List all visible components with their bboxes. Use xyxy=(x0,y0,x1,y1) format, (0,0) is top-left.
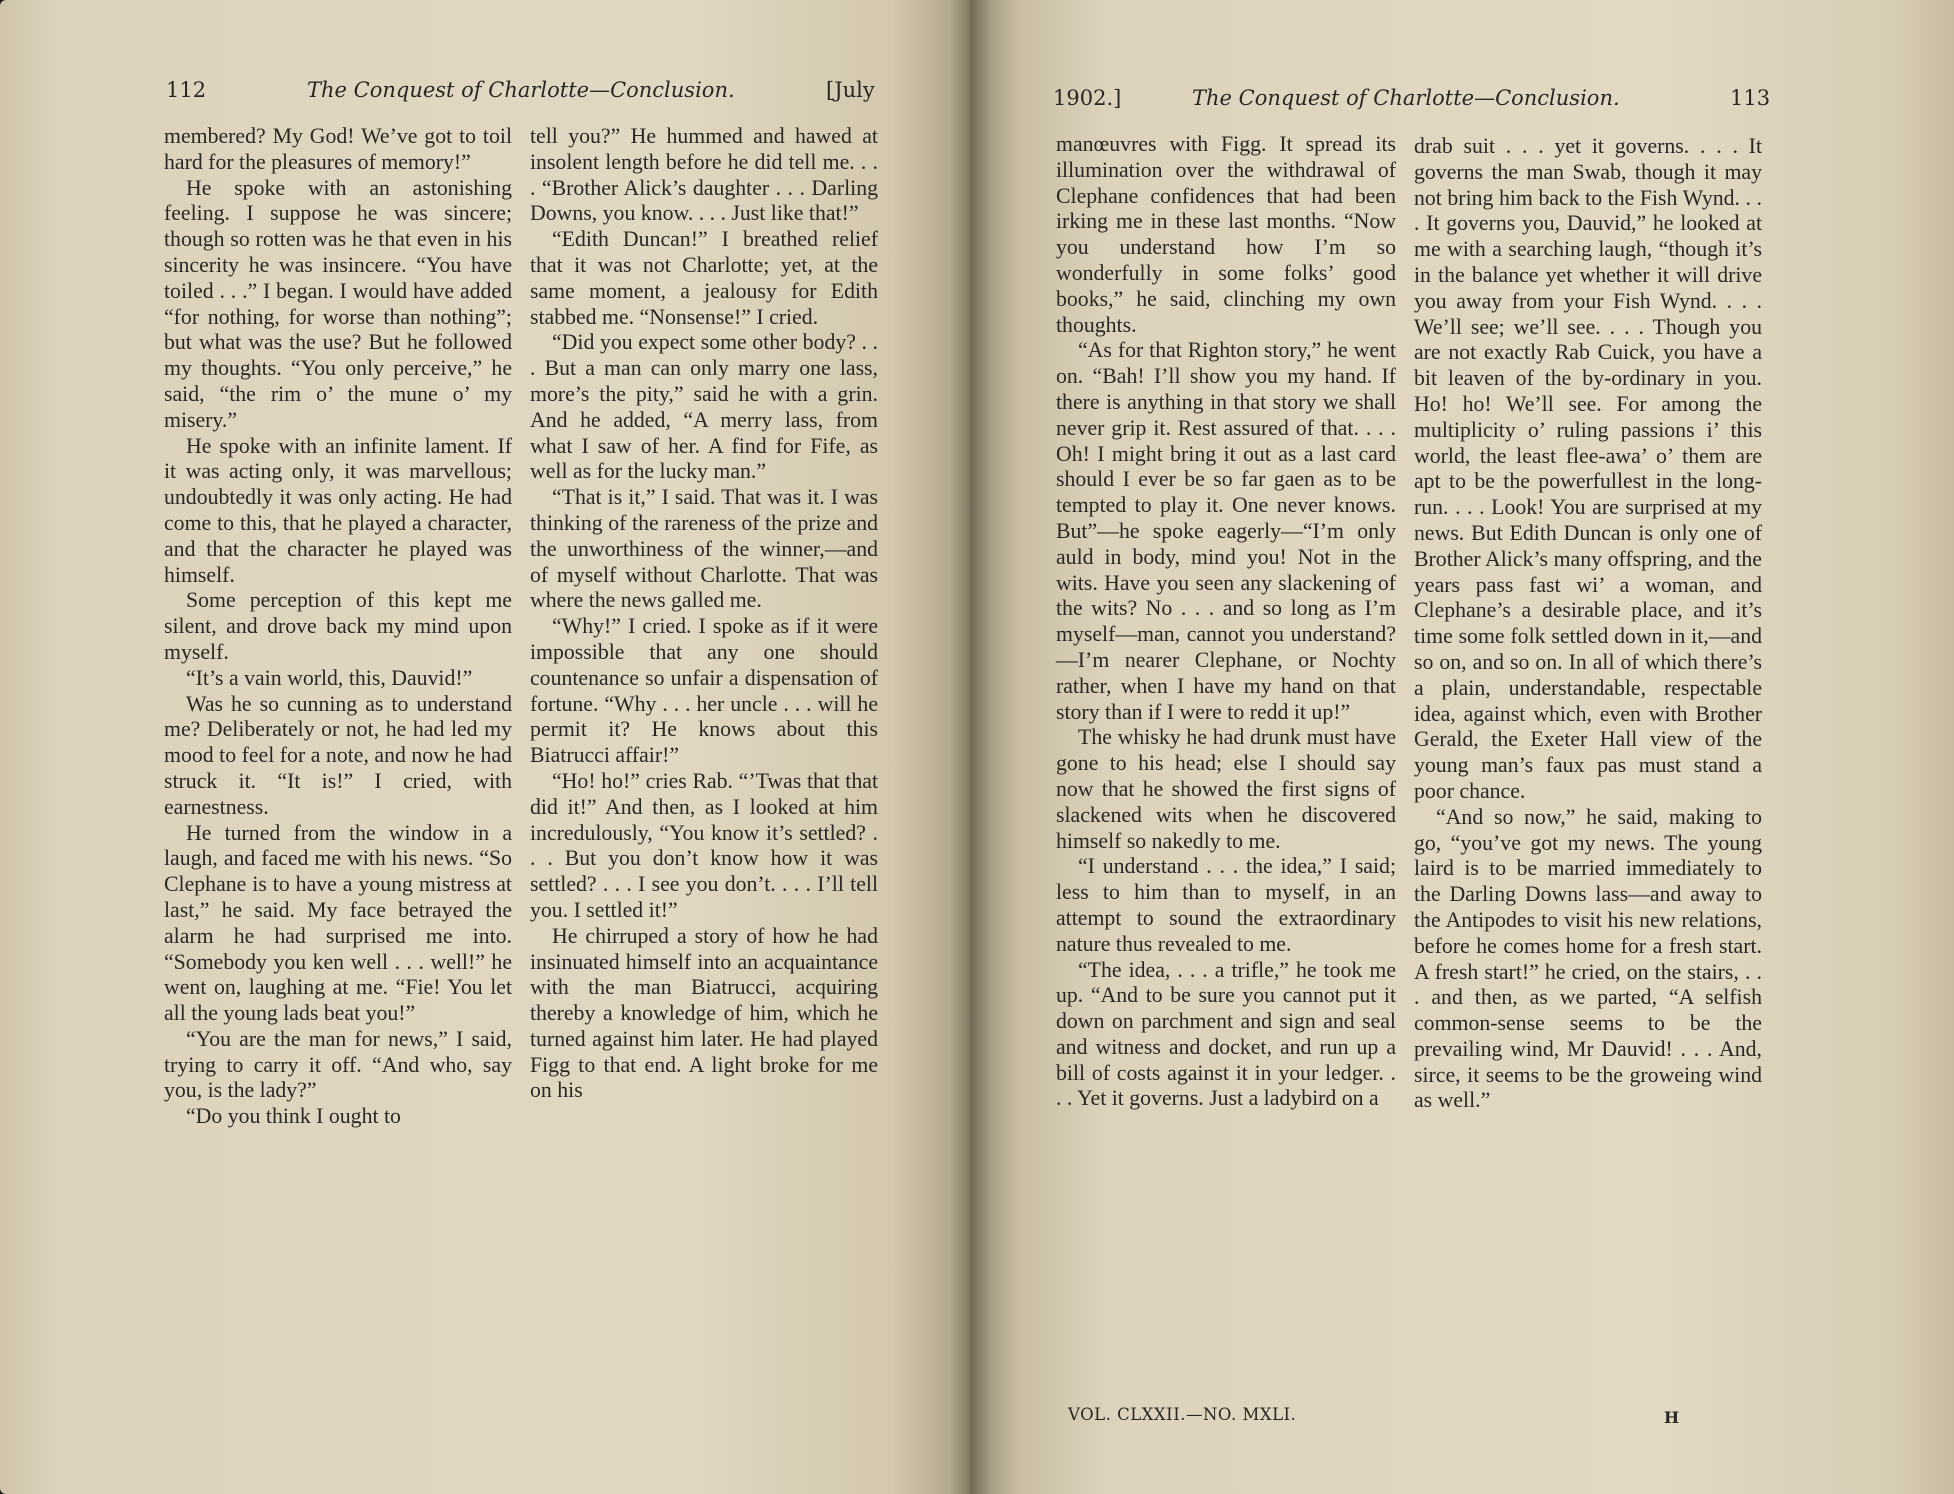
right-running-head xyxy=(970,86,1954,116)
left-page xyxy=(0,0,970,1494)
paragraph: “Ho! ho!” cries Rab. “’Twas that that did it!” And then, as I looked at him incredulously, “You know it’s settled? . . . But you don’t know how it was settled? . . . I see you don’t. . . . I’ll tell you. I settled it!” xyxy=(530,768,878,922)
paragraph: He spoke with an astonishing feeling. I suppose he was sincere; though so rotten was he that even in his sincerity he was insincere. “You have toiled . . .” I began. I would have added “for nothing, for worse than nothing”; but what was the use? But he followed my thoughts. “You only perceive,” he said, “the rim o’ the mune o’ my misery.” xyxy=(164,175,512,432)
paragraph: membered? My God! We’ve got to toil hard for the pleasures of memory!” xyxy=(164,124,512,174)
left-running-month: [July xyxy=(826,78,875,102)
paragraph: “Did you expect some other body? . . . But a man can only marry one lass, more’s the pity,” said he with a grin. And he added, “A merry lass, from what I saw of her. A find for Fife, as well as for the lucky man.” xyxy=(530,330,878,484)
left-running-head xyxy=(0,78,970,108)
paragraph: He spoke with an infinite lament. If it was acting only, it was marvellous; undoubtedly it was only acting. He had come to this, that he played a character, and that the character he played was himself. xyxy=(164,433,512,587)
right-page xyxy=(970,0,1954,1494)
left-page-column-1 xyxy=(164,124,512,1130)
paragraph: “And so now,” he said, making to go, “you’ve got my news. The young laird is to be married immediately to the Darling Downs lass—and away to the Antipodes to visit his new relations, before he comes home for a fresh start. A fresh start!” he cried, on the stairs, . . . and then, as we parted, “A selfish common-sense seems to be the prevailing wind, Mr Dauvid! . . . And, sirce, it seems to be the groweing wind as well.” xyxy=(1414,804,1762,1113)
left-page-column-2 xyxy=(530,124,878,1104)
paragraph: He chirruped a story of how he had insinuated himself into an acquaintance with the man Biatrucci, acquiring thereby a knowledge of him, which he turned against him later. He had played Figg to that end. A light broke for me on his xyxy=(530,923,878,1103)
paragraph: manœuvres with Figg. It spread its illumination over the withdrawal of Clephane confidences that had been irking me in these last months. “Now you understand how I’m so wonderfully in some folks’ good books,” he said, clinching my own thoughts. xyxy=(1056,132,1396,337)
paragraph: The whisky he had drunk must have gone to his head; else I should say now that he showed the first signs of slackened wits when he discovered himself so nakedly to me. xyxy=(1056,725,1396,853)
paragraph: “I understand . . . the idea,” I said; less to him than to myself, in an attempt to sound the extraordinary nature thus revealed to me. xyxy=(1056,854,1396,956)
left-running-title: The Conquest of Charlotte—Conclusion. xyxy=(307,78,735,102)
left-page-number: 112 xyxy=(166,78,207,102)
paragraph: drab suit . . . yet it governs. . . . It governs the man Swab, though it may not bring him back to the Fish Wynd. . . . It governs you, Dauvid,” he looked at me with a searching laugh, “though it’s in the balance yet whether it will drive you away from your Fish Wynd. . . . We’ll see; we’ll see. . . . Though you are not exactly Rab Cuick, you have a bit leaven of the by-ordinary in you. Ho! ho! We’ll see. For among the multiplicity o’ ruling passions i’ this world, the least flee-awa’ o’ them are apt to be the powerfullest in the long-run. . . . Look! You are surprised at my news. But Edith Duncan is only one of Brother Alick’s many offspring, and the years pass fast wi’ a woman, and Clephane’s a desirable place, and it’s time some folk settled down in it,—and so on, and so on. In all of which there’s a plain, understandable, respectable idea, against which, even with Brother Gerald, the Exeter Hall view of the young man’s faux pas must stand a poor chance. xyxy=(1414,134,1762,803)
right-page-column-2 xyxy=(1414,134,1762,1114)
right-page-column-1 xyxy=(1056,132,1396,1112)
right-running-title: The Conquest of Charlotte—Conclusion. xyxy=(1192,86,1620,110)
paragraph: “Why!” I cried. I spoke as if it were impossible that any one should countenance so unfair a dispensation of fortune. “Why . . . her uncle . . . will he permit it? He knows about this Biatrucci affair!” xyxy=(530,614,878,768)
right-page-number: 113 xyxy=(1730,86,1771,110)
paragraph: “That is it,” I said. That was it. I was thinking of the rareness of the prize and the unworthiness of the winner,—and of myself without Charlotte. That was where the news galled me. xyxy=(530,485,878,613)
signature-line: VOL. CLXXII.—NO. MXLI. xyxy=(1068,1405,1297,1424)
paragraph: “The idea, . . . a trifle,” he took me up. “And to be sure you cannot put it down on parchment and sign and seal and witness and docket, and run up a bill of costs against it in your ledger. . . . Yet it governs. Just a ladybird on a xyxy=(1056,957,1396,1111)
paragraph: Some perception of this kept me silent, and drove back my mind upon myself. xyxy=(164,588,512,664)
paragraph: “It’s a vain world, this, Dauvid!” xyxy=(186,665,473,690)
paragraph: “You are the man for news,” I said, trying to carry it off. “And who, say you, is the lady?” xyxy=(164,1026,512,1103)
paragraph: Was he so cunning as to understand me? Deliberately or not, he had led my mood to feel for a note, and now he had struck it. “It is!” I cried, with earnestness. xyxy=(164,691,512,819)
signature-mark: H xyxy=(1664,1408,1680,1427)
paragraph: tell you?” He hummed and hawed at insolent length before he did tell me. . . . “Brother Alick’s daughter . . . Darling Downs, you know. . . . Just like that!” xyxy=(530,124,878,226)
paragraph: “As for that Righton story,” he went on. “Bah! I’ll show you my hand. If there is anything in that story we shall never grip it. Rest assured of that. . . . Oh! I might bring it out as a last card should I ever be so far gaen as to be tempted to play it. One never knows. But”—he spoke eagerly—“I’m only auld in body, mind you! Not in the wits. Have you seen any slackening of the wits? No . . . and so long as I’m myself—man, cannot you understand?—I’m nearer Clephane, or Nochty rather, when I have my hand on that story than if I were to redd it up!” xyxy=(1056,338,1396,724)
right-running-year: 1902.] xyxy=(1053,86,1122,110)
paragraph: He turned from the window in a laugh, and faced me with his news. “So Clephane is to have a young mistress at last,” he said. My face betrayed the alarm he had surprised me into. “Somebody you ken well . . . well!” he went on, laughing at me. “Fie! You let all the young lads beat you!” xyxy=(164,820,512,1026)
paragraph: “Do you think I ought to xyxy=(186,1104,401,1129)
paragraph: “Edith Duncan!” I breathed relief that it was not Charlotte; yet, at the same moment, a jealousy for Edith stabbed me. “Nonsense!” I cried. xyxy=(530,227,878,329)
